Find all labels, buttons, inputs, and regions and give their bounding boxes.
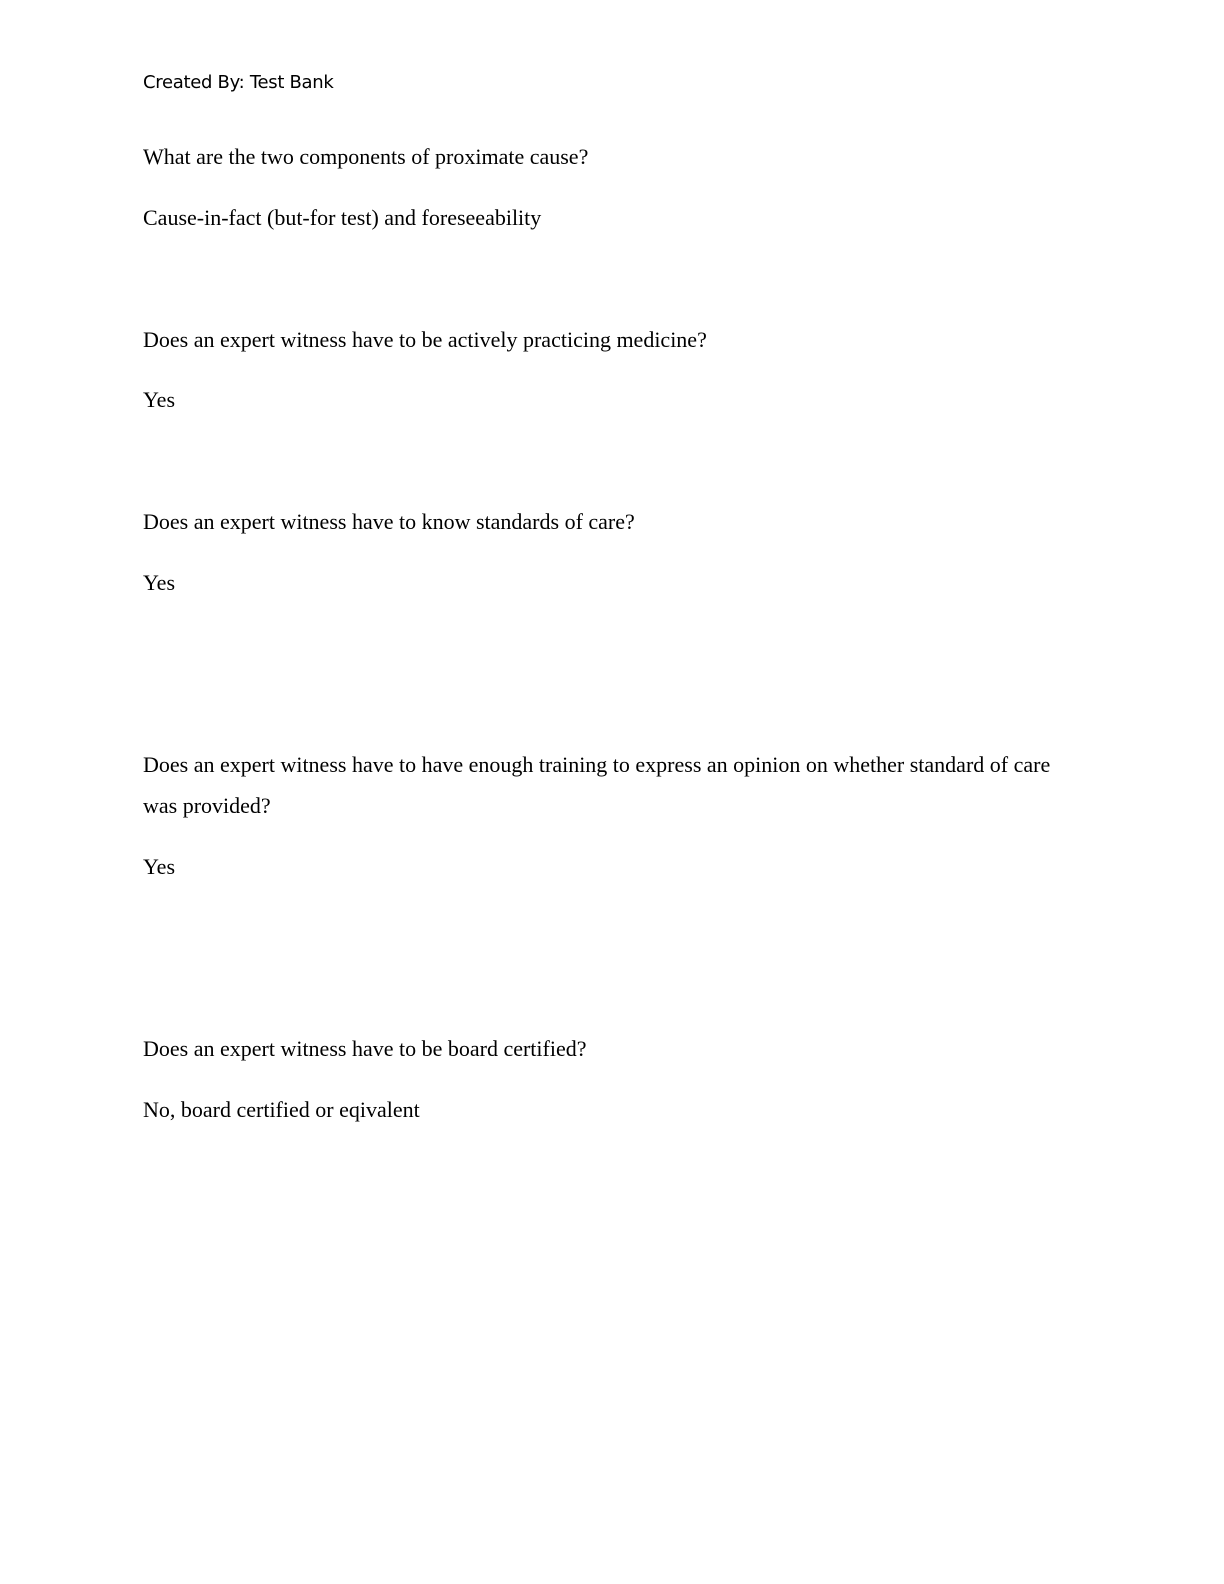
answer-3: Yes [143, 570, 176, 595]
answer-2: Yes [143, 387, 176, 412]
question-5: Does an expert witness have to be board certified? [143, 1036, 587, 1061]
answer-4: Yes [143, 854, 176, 879]
question-4: Does an expert witness have to have enough training to express an opinion on whether standard of care was provided? [143, 752, 1051, 818]
answer-5: No, board certified or eqivalent [143, 1097, 420, 1122]
question-3: Does an expert witness have to know standards of care? [143, 509, 635, 534]
page-header: Created By: Test Bank [143, 72, 334, 93]
question-1: What are the two components of proximate cause? [143, 144, 589, 169]
question-2: Does an expert witness have to be actively practicing medicine? [143, 327, 707, 352]
answer-1: Cause-in-fact (but-for test) and foreseeability [143, 205, 542, 230]
